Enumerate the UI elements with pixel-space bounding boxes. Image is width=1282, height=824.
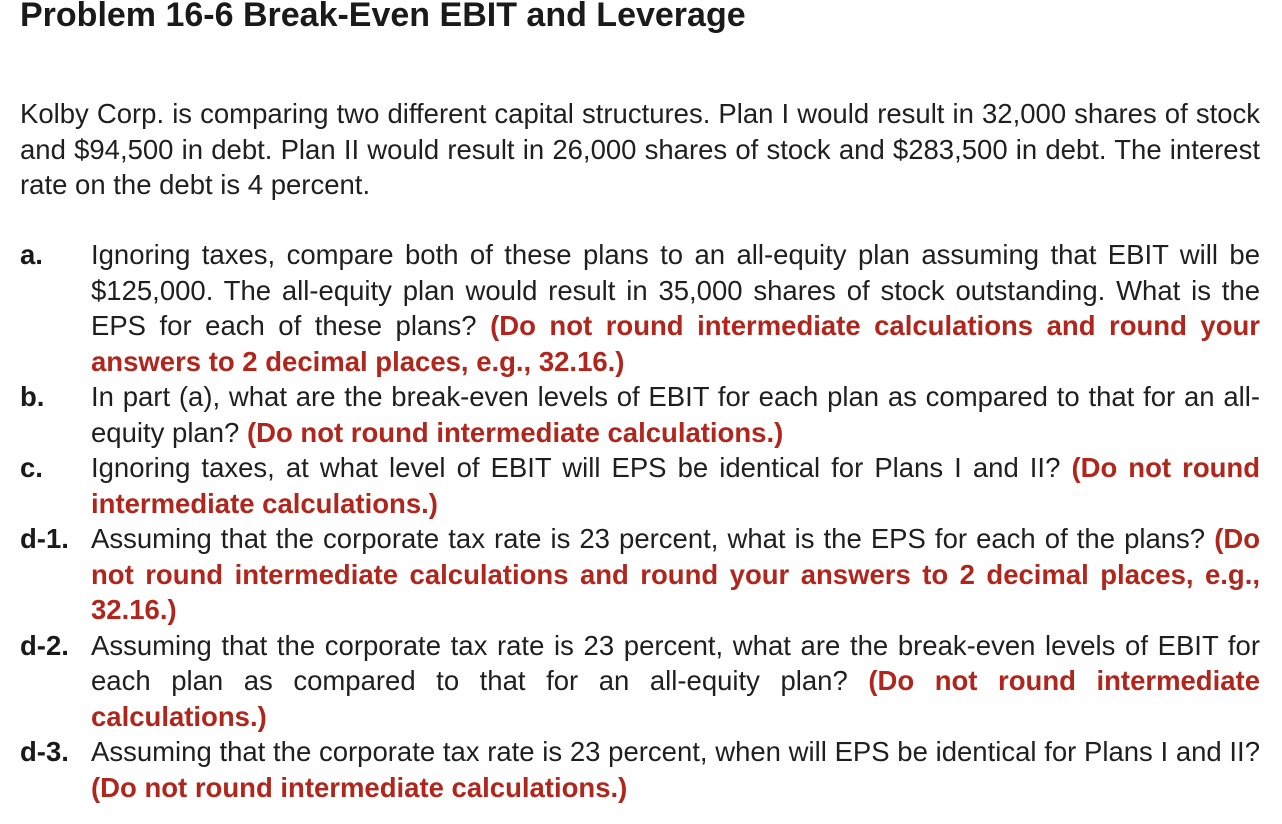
question-list [20, 237, 1260, 805]
rounding-instruction: (Do not round intermediate calculations.) [246, 416, 784, 448]
rounding-instruction: (Do not round intermediate calculations.) [91, 665, 1260, 732]
question-text: Assuming that the corporate tax rate is 23 percent, what is the EPS for each of the plans? [91, 523, 1206, 554]
question-a [20, 237, 1260, 379]
question-text: Assuming that the corporate tax rate is 23 percent, what are the break-even levels of EBIT for each plan as compared to that for an all-equity plan? [91, 629, 1260, 696]
question-label: d-1. [20, 523, 69, 554]
question-label: c. [20, 452, 43, 483]
rounding-instruction: (Do not round intermediate calculations and round your answers to 2 decimal places, e.g., 32.16.) [91, 523, 1261, 625]
question-label: b. [20, 381, 45, 412]
question-d2 [20, 628, 1260, 735]
rounding-instruction: (Do not round intermediate calculations.) [91, 452, 1261, 519]
rounding-instruction: (Do not round intermediate calculations.) [91, 771, 628, 803]
rounding-instruction: (Do not round intermediate calculations and round your answers to 2 decimal places, e.g., 32.16.) [91, 310, 1261, 377]
question-label: d-2. [20, 629, 69, 661]
question-label: a. [20, 239, 43, 270]
question-d1 [20, 521, 1260, 628]
question-label: d-3. [20, 736, 69, 767]
question-b [20, 379, 1260, 450]
question-text: Ignoring taxes, at what level of EBIT will EPS be identical for Plans I and II? [91, 452, 1061, 483]
question-c [20, 450, 1260, 521]
question-text: Assuming that the corporate tax rate is 23 percent, when will EPS be identical for Plans I and II? [91, 736, 1260, 767]
problem-intro: Kolby Corp. is comparing two different capital structures. Plan I would result in 32,000 shares of stock and $94,500 in debt. Plan II would result in 26,000 shares of stock and $283,500 in debt. The interest rate on the debt is 4 percent. [20, 98, 1260, 200]
question-text: In part (a), what are the break-even levels of EBIT for each plan as compared to that for an all-equity plan? [91, 381, 1260, 448]
problem-title: Problem 16-6 Break-Even EBIT and Leverage [20, 0, 746, 34]
question-d3 [20, 734, 1260, 805]
question-text: Ignoring taxes, compare both of these plans to an all-equity plan assuming that EBIT will be $125,000. The all-equity plan would result in 35,000 shares of stock outstanding. What is the EPS for each of these plans? [91, 239, 1260, 341]
